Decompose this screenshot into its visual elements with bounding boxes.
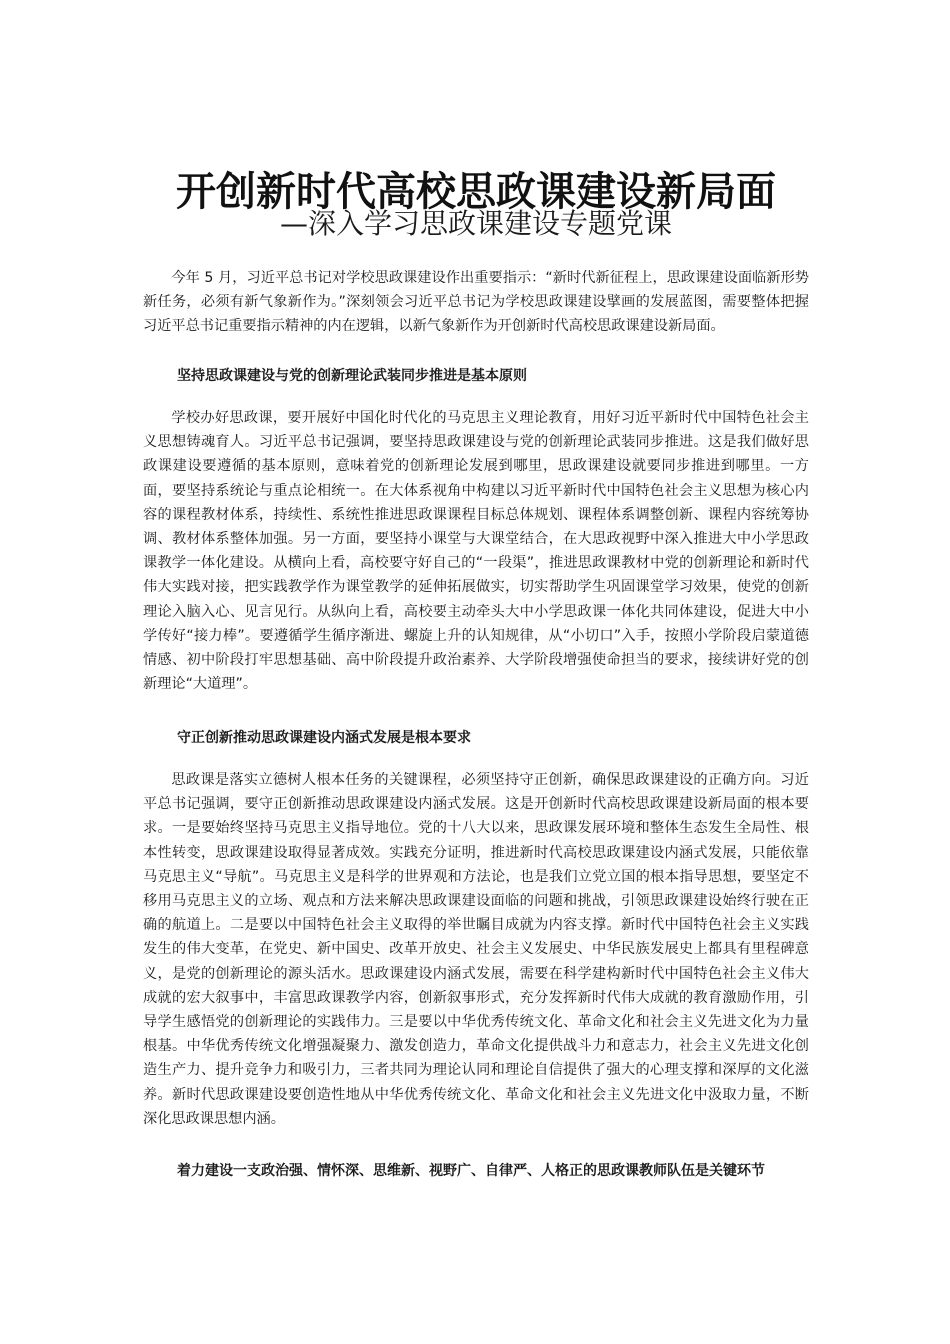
section-heading-1: 坚持思政课建设与党的创新理论武装同步推进是基本原则 — [177, 368, 527, 384]
section-heading-2: 守正创新推动思政课建设内涵式发展是根本要求 — [177, 730, 471, 746]
section-paragraph-1: 学校办好思政课，要开展好中国化时代化的马克思主义理论教育，用好习近平新时代中国特色社会主义思想铸魂育人。习近平总书记强调，要坚持思政课建设与党的创新理论武装同步推进。这是我们做好思政课建设要遵循的基本原则，意味着党的创新理论发展到哪里，思政课建设就要同步推进到哪里。一方面，要坚持系统论与重点论相统一。在大体系视角中构建以习近平新时代中国特色社会主义思想为核心内容的课程教材体系，持续性、系统性推进思政课课程目标总体规划、课程体系调整创新、课程内容统筹协调、教材体系整体加强。另一方面，要坚持小课堂与大课堂结合，在大思政视野中深入推进大中小学思政课教学一体化建设。从横向上看，高校要守好自己的“一段渠”，推进思政课教材中党的创新理论和新时代伟大实践对接，把实践教学作为课堂教学的延伸拓展做实，切实帮助学生巩固课堂学习效果，使党的创新理论入脑入心、见言见行。从纵向上看，高校要主动牵头大中小学思政课一体化共同体建设，促进大中小学传好“接力棒”。要遵循学生循序渐进、螺旋上升的认知规律，从“小切口”入手，按照小学阶段启蒙道德情感、初中阶段打牢思想基础、高中阶段提升政治素养、大学阶段增强使命担当的要求，接续讲好党的创新理论“大道理”。 — [143, 410, 809, 693]
intro-paragraph: 今年 5 月，习近平总书记对学校思政课建设作出重要指示：“新时代新征程上，思政课建设面临新形势新任务，必须有新气象新作为。”深刻领会习近平总书记为学校思政课建设擘画的发展蓝图，需要整体把握习近平总书记重要指示精神的内在逻辑，以新气象新作为开创新时代高校思政课建设新局面。 — [143, 270, 809, 335]
section-heading-3: 着力建设一支政治强、情怀深、思维新、视野广、自律严、人格正的思政课教师队伍是关键环节 — [177, 1163, 765, 1179]
document-title: 开创新时代高校思政课建设新局面 — [176, 168, 776, 215]
document-subtitle: —深入学习思政课建设专题党课 — [279, 207, 672, 240]
section-paragraph-2: 思政课是落实立德树人根本任务的关键课程，必须坚持守正创新，确保思政课建设的正确方向。习近平总书记强调，要守正创新推动思政课建设内涵式发展。这是开创新时代高校思政课建设新局面的根本要求。一是要始终坚持马克思主义指导地位。党的十八大以来，思政课发展环境和整体生态发生全局性、根本性转变，思政课建设取得显著成效。实践充分证明，推进新时代高校思政课建设内涵式发展，只能依靠马克思主义“导航”。马克思主义是科学的世界观和方法论，也是我们立党立国的根本指导思想，要坚定不移用马克思主义的立场、观点和方法来解决思政课建设面临的问题和挑战，引领思政课建设始终行驶在正确的航道上。二是要以中国特色社会主义取得的举世瞩目成就为内容支撑。新时代中国特色社会主义实践发生的伟大变革，在党史、新中国史、改革开放史、社会主义发展史、中华民族发展史上都具有里程碑意义，是党的创新理论的源头活水。思政课建设内涵式发展，需要在科学建构新时代中国特色社会主义伟大成就的宏大叙事中，丰富思政课教学内容，创新叙事形式，充分发挥新时代伟大成就的教育激励作用，引导学生感悟党的创新理论的实践伟力。三是要以中华优秀传统文化、革命文化和社会主义先进文化为力量根基。中华优秀传统文化增强凝聚力、激发创造力，革命文化提供战斗力和意志力，社会主义先进文化创造生产力、提升竞争力和吸引力，三者共同为理论认同和理论自信提供了强大的心理支撑和深厚的文化滋养。新时代思政课建设要创造性地从中华优秀传统文化、革命文化和社会主义先进文化中汲取力量，不断深化思政课思想内涵。 — [143, 772, 809, 1127]
